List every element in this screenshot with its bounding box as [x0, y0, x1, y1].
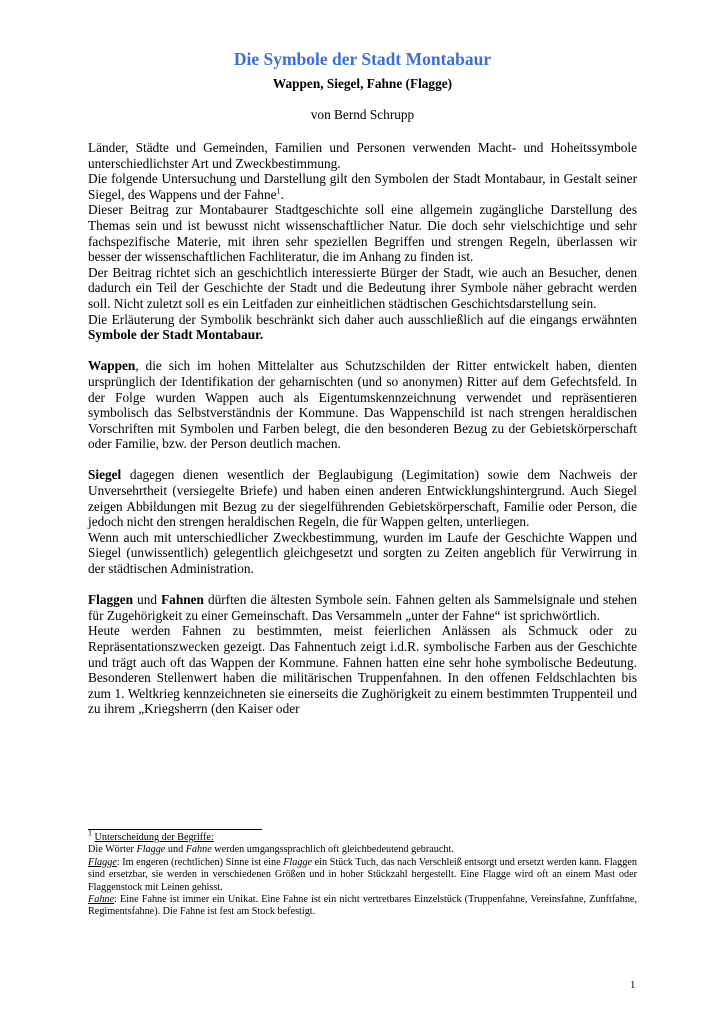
intro-paragraph-1: Länder, Städte und Gemeinden, Familien und Personen verwenden Macht- und Hoheitssymbole unterschiedlichster Art und Zweckbestimmung. [88, 140, 637, 171]
siegel-paragraph-2: Wenn auch mit unterschiedlicher Zweckbestimmung, wurden im Laufe der Geschichte Wappen und Siegel (unwissentlich) gelegentlich gleichgesetzt und sorgten zu Zeiten angeblich für Verwirrung in der städtischen Administration. [88, 529, 637, 577]
footnote-word-flagge: Flagge [136, 844, 166, 856]
footnote-line-1-a: Die Wörter [88, 844, 137, 856]
footnote-flagge-word: Flagge [283, 856, 313, 868]
intro-paragraph-4: Der Beitrag richtet sich an geschichtlich interessierte Bürger der Stadt, wie auch an Besucher, denen dadurch ein Teil der Geschichte der Stadt und die Bedeutung ihrer Symbole näher gebracht werden soll. Nicht zuletzt soll es ein Leitfaden zur einheitlichen städtischen Geschichtsdarstellung sein. [88, 264, 637, 311]
footnote-separator [88, 829, 262, 830]
flaggen-term: Flaggen [88, 592, 134, 608]
siegel-paragraph [88, 467, 637, 529]
intro-paragraph-2-text: Die folgende Untersuchung und Darstellung gilt den Symbolen der Stadt Montabaur, in Gestalt seiner Siegel, des Wappens und der Fahne [88, 171, 637, 202]
intro-paragraph-3: Dieser Beitrag zur Montabaurer Stadtgeschichte soll eine allgemein zugängliche Darstellung des Themas sein und ist bewusst nicht wissenschaftlicher Natur. Die doch sehr vielschichtige und sehr fachspezifische Materie, mit ihren sehr speziellen Begriffen und strengen Regeln, überlassen wir besser der wissenschaftlichen Fachliteratur, die im Anhang zu finden ist. [88, 202, 637, 265]
footnote-word-fahne: Fahne [185, 844, 212, 856]
footnote-line-1 [88, 844, 637, 856]
footnote-fahne-text: : Eine Fahne ist immer ein Unikat. Eine Fahne ist ein nicht vertretbares Einzelstück (Truppenfahne, Vereinsfahne, Zunftfahne, Regimentsfahne). Die Fahne ist fest am Stock befestigt. [88, 894, 637, 918]
footnote-fahne-label: Fahne [88, 894, 115, 906]
paragraph-gap [88, 343, 637, 359]
footnote-heading-line [88, 828, 637, 844]
body-text [88, 140, 637, 717]
paragraph-gap [88, 577, 637, 593]
footnote-line-1-b: und [165, 844, 186, 856]
footnote-line-1-c: werden umgangssprachlich oft gleichbedeutend gebraucht. [211, 844, 454, 856]
flaggen-and: und [133, 592, 162, 608]
paragraph-gap [88, 452, 637, 468]
footnote [88, 828, 637, 919]
footnote-flagge-label: Flagge [88, 856, 117, 868]
document-title: Die Symbole der Stadt Montabaur [233, 49, 492, 69]
flaggen-paragraph-2: Heute werden Fahnen zu bestimmten, meist feierlichen Anlässen als Schmuck oder zu Repräsentationszwecken gezeigt. Das Fahnentuch zeigt i.d.R. symbolische Farben aus der Geschichte und trägt auch oft das Wappen der Kommune. Fahnen hatten eine sehr hohe symbolische Bedeutung. Besonderen Stellenwert haben die militärischen Truppenfahnen. In den offenen Feldschlachten bis zum 1. Weltkrieg kennzeichneten sie einerseits die Zughörigkeit zu einem bestimmten Truppenteil und zu ihrem „Kriegsherrn (den Kaiser oder [88, 623, 637, 717]
footnote-fahne-definition [88, 894, 637, 919]
footnote-flagge-b: ein Stück Tuch, das nach Verschleiß entsorgt und ersetzt werden kann. Flaggen sind ersetzbar, sie werden in verschiedenen Größen und in hoher Stückzahl hergestellt. Eine Flagge wird oft an einem Mast oder Flaggenstock mit Leinen gehisst. [88, 856, 637, 893]
footnote-flagge-definition [88, 857, 637, 894]
footnote-number: 1 [88, 828, 92, 838]
intro-paragraph-5-bold: Symbole der Stadt Montabaur. [88, 327, 264, 343]
siegel-term: Siegel [88, 467, 122, 483]
document-page [88, 48, 637, 717]
intro-paragraph-5-text: Die Erläuterung der Symbolik beschränkt sich daher auch ausschließlich auf die eingangs erwähnten [88, 311, 637, 327]
wappen-paragraph [88, 358, 637, 452]
footnote-heading: Unterscheidung der Begriffe: [94, 832, 214, 843]
siegel-text: dagegen dienen wesentlich der Beglaubigung (Legimitation) sowie dem Nachweis der Unversehrtheit (versiegelte Briefe) und haben einen anderen Entwicklungshintergrund. Auch Siegel zeigen Abbildungen mit Bezug zu der siegelführenden Gebietskörperschaft, Familie oder Person, die jedoch nicht den strengen heraldischen Regeln, die für Wappen gelten, unterliegen. [88, 467, 637, 530]
intro-paragraph-2 [88, 171, 637, 202]
footnote-reference[interactable]: 1 [276, 186, 281, 196]
document-subtitle: Wappen, Siegel, Fahne (Flagge) [272, 76, 453, 91]
flaggen-paragraph [88, 592, 637, 623]
page-number: 1 [630, 979, 636, 991]
flaggen-text: dürften die ältesten Symbole sein. Fahnen gelten als Sammelsignale und stehen für Zugehörigkeit zu einer Gemeinschaft. Das Versammeln „unter der Fahne“ ist sprichwörtlich. [88, 592, 638, 623]
wappen-text: , die sich im hohen Mittelalter aus Schutzschilden der Ritter entwickelt haben, dienten ursprünglich der Identifikation der geharnischten (und so anonymen) Ritter auf dem Gefechtsfeld. In der Folge wurden Wappen auch als Eigentumskennzeichnung verwendet und repräsentieren symbolisch das Selbstverständnis der Kommune. Das Wappenschild ist nach strengen heraldischen Vorschriften mit Symbolen und Farben belegt, die den besonderen Bezug zu der Gebietskörperschaft oder Familie, bzw. der Person deutlich machen. [88, 358, 637, 452]
wappen-term: Wappen [88, 358, 136, 374]
intro-paragraph-2-end: . [280, 186, 284, 202]
footnote-flagge-a: : Im engeren (rechtlichen) Sinne ist eine [116, 856, 284, 868]
fahnen-term: Fahnen [161, 592, 204, 608]
intro-paragraph-5 [88, 312, 637, 343]
document-author: von Bernd Schrupp [310, 107, 415, 122]
